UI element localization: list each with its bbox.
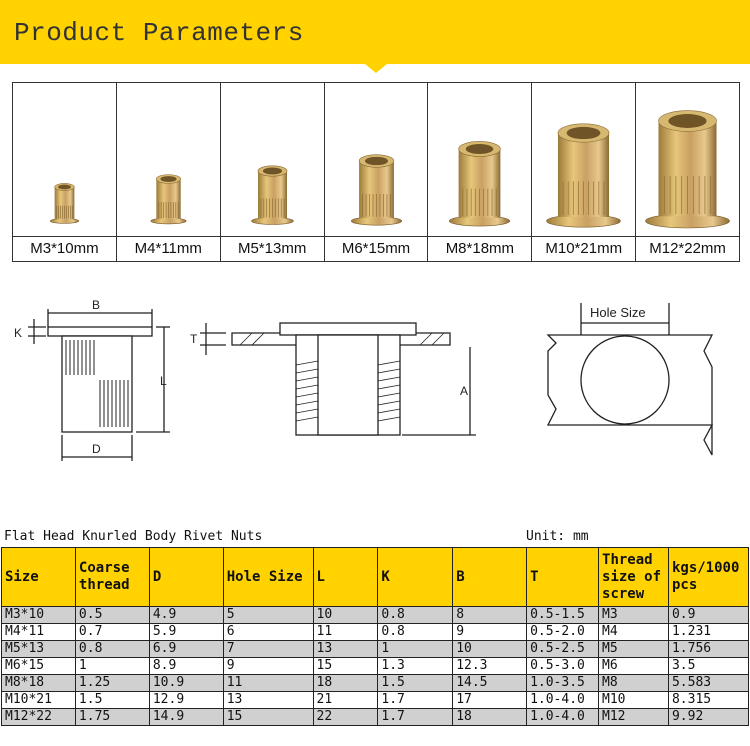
size-caption: M4*11mm [117, 236, 220, 261]
table-cell: M10 [599, 692, 669, 709]
size-caption: M12*22mm [636, 236, 739, 261]
table-cell: M6 [599, 658, 669, 675]
table-cell: M4*11 [2, 624, 76, 641]
table-cell: 0.8 [378, 607, 453, 624]
rivet-nut-image [13, 83, 116, 236]
technical-drawings [0, 285, 750, 485]
size-caption: M6*15mm [325, 236, 428, 261]
table-cell: 0.9 [668, 607, 748, 624]
unit-label: Unit: mm [526, 529, 589, 544]
col-header-t: T [527, 548, 599, 607]
table-cell: 8 [453, 607, 527, 624]
col-header-coarse-thread: Coarse thread [75, 548, 149, 607]
table-cell: 13 [223, 692, 313, 709]
dim-label-d: D [92, 442, 101, 456]
col-header-b: B [453, 548, 527, 607]
col-header-thread-size: Thread size of screw [599, 548, 669, 607]
table-cell: 1.756 [668, 641, 748, 658]
size-caption: M5*13mm [221, 236, 324, 261]
banner-pointer [365, 64, 387, 73]
table-cell: 0.8 [75, 641, 149, 658]
gallery-cell [13, 83, 117, 261]
table-cell: 1.3 [378, 658, 453, 675]
table-cell: 1.25 [75, 675, 149, 692]
table-cell: 1.5 [75, 692, 149, 709]
table-cell: M12*22 [2, 709, 76, 726]
col-header-size: Size [2, 548, 76, 607]
gallery-cell [117, 83, 221, 261]
table-cell: 0.5-1.5 [527, 607, 599, 624]
col-header-k: K [378, 548, 453, 607]
table-row [2, 692, 749, 709]
dim-label-l: L [160, 374, 167, 388]
col-header-l: L [313, 548, 378, 607]
table-cell: M3 [599, 607, 669, 624]
table-cell: 10 [313, 607, 378, 624]
table-cell: 1.7 [378, 709, 453, 726]
dim-label-k: K [14, 326, 23, 340]
table-cell: 1 [378, 641, 453, 658]
table-cell: 4.9 [149, 607, 223, 624]
rivet-nut-image [636, 83, 739, 236]
gallery-cell [636, 83, 739, 261]
table-cell: 18 [313, 675, 378, 692]
table-cell: 11 [313, 624, 378, 641]
table-cell: 14.5 [453, 675, 527, 692]
col-header-hole-size: Hole Size [223, 548, 313, 607]
table-cell: M12 [599, 709, 669, 726]
table-cell: M3*10 [2, 607, 76, 624]
table-cell: M4 [599, 624, 669, 641]
rivet-nut-image [325, 83, 428, 236]
spec-table [1, 547, 749, 726]
dim-label-b: B [92, 298, 101, 312]
table-cell: 1 [75, 658, 149, 675]
table-cell: 12.9 [149, 692, 223, 709]
table-cell: 17 [453, 692, 527, 709]
table-cell: 15 [223, 709, 313, 726]
table-cell: 21 [313, 692, 378, 709]
table-cell: 0.5-3.0 [527, 658, 599, 675]
table-header-row [2, 548, 749, 607]
table-cell: 0.5-2.5 [527, 641, 599, 658]
table-cell: M8 [599, 675, 669, 692]
table-cell: 5 [223, 607, 313, 624]
hole-size-drawing [548, 303, 712, 455]
rivet-nut-image [532, 83, 635, 236]
table-cell: 3.5 [668, 658, 748, 675]
col-header-weight: kgs/1000 pcs [668, 548, 748, 607]
table-cell: 13 [313, 641, 378, 658]
gallery-cell [325, 83, 429, 261]
table-cell: 1.7 [378, 692, 453, 709]
gallery-cell [532, 83, 636, 261]
table-cell: 12.3 [453, 658, 527, 675]
table-cell: 5.9 [149, 624, 223, 641]
side-view-drawing [14, 298, 170, 461]
table-cell: 10.9 [149, 675, 223, 692]
table-cell: 8.315 [668, 692, 748, 709]
table-cell: 10 [453, 641, 527, 658]
dim-label-t: T [190, 332, 198, 346]
table-cell: M6*15 [2, 658, 76, 675]
table-cell: 7 [223, 641, 313, 658]
page-title: Product Parameters [14, 18, 304, 48]
table-cell: 1.0-4.0 [527, 692, 599, 709]
rivet-nut-image [117, 83, 220, 236]
table-cell: M5 [599, 641, 669, 658]
table-cell: 11 [223, 675, 313, 692]
table-row [2, 607, 749, 624]
table-row [2, 624, 749, 641]
size-caption: M3*10mm [13, 236, 116, 261]
table-cell: M8*18 [2, 675, 76, 692]
product-gallery [12, 82, 740, 262]
table-cell: 0.5 [75, 607, 149, 624]
table-cell: 8.9 [149, 658, 223, 675]
table-cell: M5*13 [2, 641, 76, 658]
dim-label-a: A [460, 384, 469, 398]
table-cell: 9.92 [668, 709, 748, 726]
table-row [2, 675, 749, 692]
rivet-nut-image [221, 83, 324, 236]
table-cell: 15 [313, 658, 378, 675]
table-row [2, 641, 749, 658]
table-cell: 9 [453, 624, 527, 641]
table-cell: 14.9 [149, 709, 223, 726]
table-cell: 1.5 [378, 675, 453, 692]
table-cell: 6.9 [149, 641, 223, 658]
table-cell: 22 [313, 709, 378, 726]
col-header-d: D [149, 548, 223, 607]
table-cell: M10*21 [2, 692, 76, 709]
installed-section-drawing [190, 323, 476, 435]
table-cell: 1.0-4.0 [527, 709, 599, 726]
table-cell: 1.231 [668, 624, 748, 641]
table-cell: 0.8 [378, 624, 453, 641]
table-caption: Flat Head Knurled Body Rivet Nuts [4, 529, 263, 544]
size-caption: M10*21mm [532, 236, 635, 261]
rivet-nut-image [428, 83, 531, 236]
header-banner [0, 0, 750, 64]
table-row [2, 658, 749, 675]
table-cell: 1.75 [75, 709, 149, 726]
table-cell: 6 [223, 624, 313, 641]
table-row [2, 709, 749, 726]
table-cell: 0.7 [75, 624, 149, 641]
gallery-cell [428, 83, 532, 261]
gallery-cell [221, 83, 325, 261]
hole-size-label: Hole Size [590, 305, 646, 320]
size-caption: M8*18mm [428, 236, 531, 261]
table-cell: 0.5-2.0 [527, 624, 599, 641]
table-cell: 18 [453, 709, 527, 726]
table-cell: 1.0-3.5 [527, 675, 599, 692]
table-cell: 5.583 [668, 675, 748, 692]
table-cell: 9 [223, 658, 313, 675]
